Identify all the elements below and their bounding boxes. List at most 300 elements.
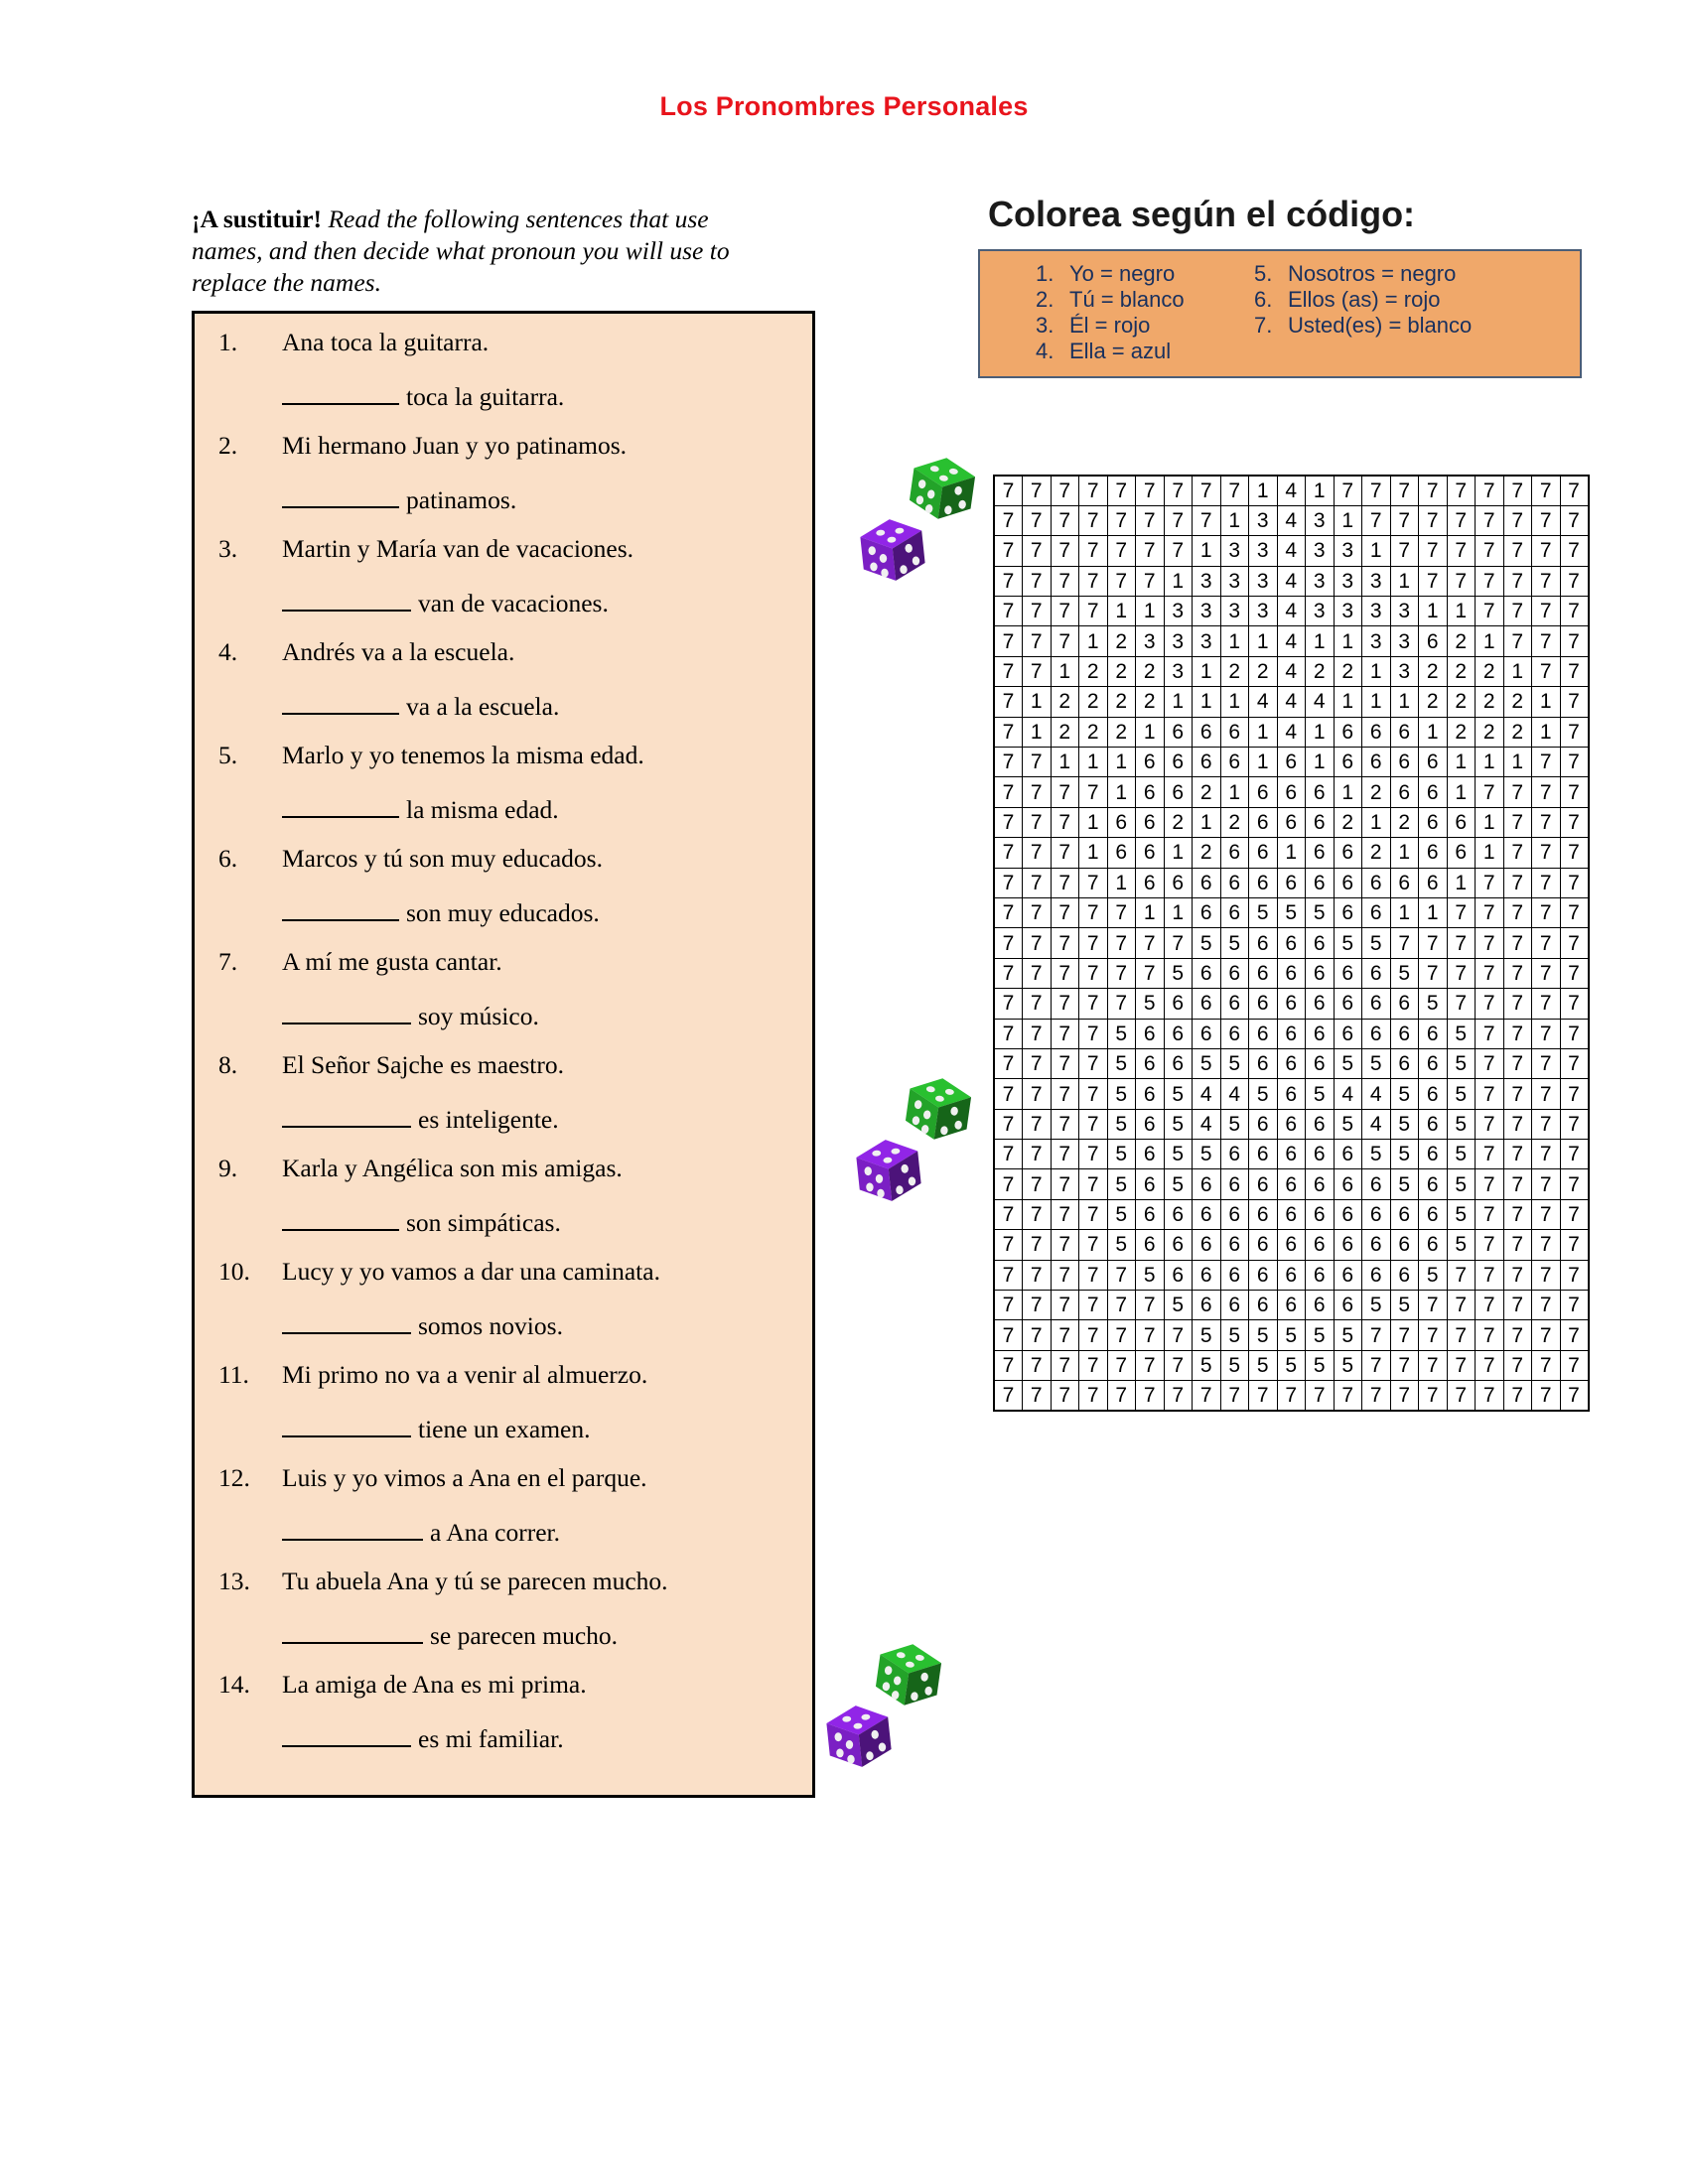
grid-cell[interactable]: 5 <box>1107 1140 1136 1169</box>
answer-blank-input[interactable] <box>282 484 399 508</box>
grid-cell[interactable]: 1 <box>1023 717 1052 747</box>
grid-cell[interactable]: 7 <box>1079 1019 1108 1048</box>
grid-cell[interactable]: 7 <box>994 1109 1023 1139</box>
grid-cell[interactable]: 7 <box>1560 597 1589 626</box>
grid-cell[interactable]: 5 <box>1164 1140 1193 1169</box>
grid-cell[interactable]: 7 <box>994 807 1023 837</box>
grid-cell[interactable]: 7 <box>1051 1260 1079 1290</box>
grid-cell[interactable]: 7 <box>1476 1381 1504 1411</box>
grid-cell[interactable]: 7 <box>1051 1169 1079 1199</box>
grid-cell[interactable]: 6 <box>1362 897 1391 927</box>
grid-cell[interactable]: 6 <box>1334 1140 1362 1169</box>
grid-cell[interactable]: 7 <box>1079 958 1108 988</box>
grid-cell[interactable]: 3 <box>1249 566 1278 596</box>
grid-cell[interactable]: 7 <box>1560 1320 1589 1350</box>
grid-cell[interactable]: 6 <box>1447 838 1476 868</box>
grid-cell[interactable]: 6 <box>1193 958 1221 988</box>
grid-cell[interactable]: 7 <box>1023 1350 1052 1380</box>
grid-cell[interactable]: 5 <box>1390 1291 1419 1320</box>
grid-cell[interactable]: 7 <box>1503 536 1532 566</box>
grid-cell[interactable]: 7 <box>1079 1109 1108 1139</box>
grid-cell[interactable]: 7 <box>1419 505 1448 535</box>
grid-cell[interactable]: 7 <box>994 1169 1023 1199</box>
grid-cell[interactable]: 6 <box>1277 1230 1306 1260</box>
grid-cell[interactable]: 7 <box>1503 868 1532 897</box>
grid-cell[interactable]: 6 <box>1249 1199 1278 1229</box>
grid-cell[interactable]: 7 <box>1560 897 1589 927</box>
grid-cell[interactable]: 7 <box>1107 989 1136 1019</box>
grid-cell[interactable]: 7 <box>1079 1291 1108 1320</box>
grid-cell[interactable]: 7 <box>1079 989 1108 1019</box>
grid-cell[interactable]: 2 <box>1107 717 1136 747</box>
grid-cell[interactable]: 7 <box>1560 476 1589 505</box>
grid-cell[interactable]: 5 <box>1362 1140 1391 1169</box>
grid-cell[interactable]: 7 <box>1051 505 1079 535</box>
grid-cell[interactable]: 7 <box>1051 838 1079 868</box>
grid-cell[interactable]: 7 <box>1051 597 1079 626</box>
grid-cell[interactable]: 4 <box>1277 476 1306 505</box>
answer-blank-input[interactable] <box>282 1207 399 1231</box>
grid-cell[interactable]: 2 <box>1390 807 1419 837</box>
grid-cell[interactable]: 5 <box>1164 1291 1193 1320</box>
grid-cell[interactable]: 6 <box>1136 777 1165 807</box>
grid-cell[interactable]: 6 <box>1220 958 1249 988</box>
answer-blank-input[interactable] <box>282 1517 423 1541</box>
grid-cell[interactable]: 6 <box>1306 958 1335 988</box>
grid-cell[interactable]: 6 <box>1334 1260 1362 1290</box>
grid-cell[interactable]: 6 <box>1447 807 1476 837</box>
grid-cell[interactable]: 7 <box>1079 1320 1108 1350</box>
grid-cell[interactable]: 7 <box>1023 1381 1052 1411</box>
grid-cell[interactable]: 1 <box>1390 897 1419 927</box>
grid-cell[interactable]: 6 <box>1306 1048 1335 1078</box>
grid-cell[interactable]: 7 <box>1476 1079 1504 1109</box>
grid-cell[interactable]: 2 <box>1107 626 1136 656</box>
grid-cell[interactable]: 5 <box>1447 1079 1476 1109</box>
grid-cell[interactable]: 7 <box>1532 1199 1561 1229</box>
grid-cell[interactable]: 6 <box>1193 868 1221 897</box>
grid-cell[interactable]: 7 <box>1503 838 1532 868</box>
grid-cell[interactable]: 1 <box>1334 626 1362 656</box>
grid-cell[interactable]: 5 <box>1334 1350 1362 1380</box>
grid-cell[interactable]: 7 <box>1532 777 1561 807</box>
grid-cell[interactable]: 6 <box>1164 1048 1193 1078</box>
grid-cell[interactable]: 7 <box>1136 476 1165 505</box>
grid-cell[interactable]: 2 <box>1107 656 1136 686</box>
grid-cell[interactable]: 7 <box>1136 536 1165 566</box>
grid-cell[interactable]: 2 <box>1476 687 1504 717</box>
grid-cell[interactable]: 6 <box>1277 1019 1306 1048</box>
grid-cell[interactable]: 5 <box>1220 1048 1249 1078</box>
grid-cell[interactable]: 1 <box>1164 897 1193 927</box>
grid-cell[interactable]: 6 <box>1306 777 1335 807</box>
grid-cell[interactable]: 1 <box>1193 687 1221 717</box>
grid-cell[interactable]: 5 <box>1249 1320 1278 1350</box>
grid-cell[interactable]: 7 <box>1051 777 1079 807</box>
grid-cell[interactable]: 7 <box>1079 1230 1108 1260</box>
grid-cell[interactable]: 4 <box>1277 536 1306 566</box>
grid-cell[interactable]: 6 <box>1419 1199 1448 1229</box>
grid-cell[interactable]: 7 <box>1136 1291 1165 1320</box>
grid-cell[interactable]: 2 <box>1164 807 1193 837</box>
grid-cell[interactable]: 7 <box>1079 1260 1108 1290</box>
grid-cell[interactable]: 2 <box>1136 656 1165 686</box>
grid-cell[interactable]: 7 <box>1503 1048 1532 1078</box>
grid-cell[interactable]: 7 <box>994 958 1023 988</box>
grid-cell[interactable]: 7 <box>1136 1350 1165 1380</box>
grid-cell[interactable]: 6 <box>1164 1230 1193 1260</box>
grid-cell[interactable]: 7 <box>1532 1230 1561 1260</box>
grid-cell[interactable]: 7 <box>1476 1019 1504 1048</box>
grid-cell[interactable]: 7 <box>1023 626 1052 656</box>
grid-cell[interactable]: 6 <box>1419 1079 1448 1109</box>
grid-cell[interactable]: 2 <box>1220 656 1249 686</box>
grid-cell[interactable]: 7 <box>1023 1291 1052 1320</box>
grid-cell[interactable]: 6 <box>1193 748 1221 777</box>
grid-cell[interactable]: 7 <box>1193 476 1221 505</box>
grid-cell[interactable]: 6 <box>1249 838 1278 868</box>
grid-cell[interactable]: 7 <box>1560 536 1589 566</box>
grid-cell[interactable]: 6 <box>1220 1230 1249 1260</box>
grid-cell[interactable]: 5 <box>1193 1320 1221 1350</box>
grid-cell[interactable]: 7 <box>1051 1381 1079 1411</box>
grid-cell[interactable]: 7 <box>1503 1019 1532 1048</box>
grid-cell[interactable]: 6 <box>1249 807 1278 837</box>
grid-cell[interactable]: 7 <box>1447 476 1476 505</box>
grid-cell[interactable]: 7 <box>1164 476 1193 505</box>
grid-cell[interactable]: 6 <box>1390 1260 1419 1290</box>
answer-blank-input[interactable] <box>282 1001 411 1024</box>
grid-cell[interactable]: 7 <box>1107 958 1136 988</box>
grid-cell[interactable]: 2 <box>1503 687 1532 717</box>
grid-cell[interactable]: 7 <box>1334 476 1362 505</box>
grid-cell[interactable]: 6 <box>1277 777 1306 807</box>
grid-cell[interactable]: 7 <box>994 1079 1023 1109</box>
grid-cell[interactable]: 7 <box>1390 476 1419 505</box>
answer-blank-input[interactable] <box>282 1414 411 1437</box>
grid-cell[interactable]: 5 <box>1107 1199 1136 1229</box>
grid-cell[interactable]: 7 <box>1051 958 1079 988</box>
grid-cell[interactable]: 6 <box>1277 1169 1306 1199</box>
grid-cell[interactable]: 7 <box>1560 1291 1589 1320</box>
grid-cell[interactable]: 7 <box>1079 1381 1108 1411</box>
grid-cell[interactable]: 6 <box>1220 717 1249 747</box>
grid-cell[interactable]: 3 <box>1362 626 1391 656</box>
grid-cell[interactable]: 7 <box>1532 1019 1561 1048</box>
grid-cell[interactable]: 7 <box>1560 1140 1589 1169</box>
grid-cell[interactable]: 7 <box>1532 748 1561 777</box>
grid-cell[interactable]: 7 <box>1503 807 1532 837</box>
grid-cell[interactable]: 6 <box>1362 1260 1391 1290</box>
grid-cell[interactable]: 1 <box>1532 687 1561 717</box>
grid-cell[interactable]: 1 <box>1390 566 1419 596</box>
grid-cell[interactable]: 6 <box>1136 1199 1165 1229</box>
grid-cell[interactable]: 3 <box>1306 597 1335 626</box>
grid-cell[interactable]: 5 <box>1362 1048 1391 1078</box>
grid-cell[interactable]: 1 <box>1164 566 1193 596</box>
grid-cell[interactable]: 1 <box>1193 656 1221 686</box>
grid-cell[interactable]: 2 <box>1306 656 1335 686</box>
grid-cell[interactable]: 4 <box>1277 717 1306 747</box>
grid-cell[interactable]: 7 <box>1107 1260 1136 1290</box>
grid-cell[interactable]: 5 <box>1164 1079 1193 1109</box>
grid-cell[interactable]: 7 <box>1023 1019 1052 1048</box>
grid-cell[interactable]: 1 <box>1107 597 1136 626</box>
grid-cell[interactable]: 6 <box>1136 868 1165 897</box>
grid-cell[interactable]: 7 <box>1447 897 1476 927</box>
grid-cell[interactable]: 6 <box>1390 717 1419 747</box>
grid-cell[interactable]: 2 <box>1079 717 1108 747</box>
grid-cell[interactable]: 1 <box>1503 656 1532 686</box>
grid-cell[interactable]: 7 <box>1164 1320 1193 1350</box>
grid-cell[interactable]: 7 <box>1023 838 1052 868</box>
grid-cell[interactable]: 2 <box>1503 717 1532 747</box>
grid-cell[interactable]: 6 <box>1277 807 1306 837</box>
grid-cell[interactable]: 7 <box>1532 505 1561 535</box>
grid-cell[interactable]: 7 <box>1447 928 1476 958</box>
grid-cell[interactable]: 6 <box>1362 1230 1391 1260</box>
grid-cell[interactable]: 7 <box>1476 777 1504 807</box>
grid-cell[interactable]: 5 <box>1164 1169 1193 1199</box>
grid-cell[interactable]: 7 <box>1107 928 1136 958</box>
grid-cell[interactable]: 6 <box>1419 626 1448 656</box>
grid-cell[interactable]: 7 <box>1051 1230 1079 1260</box>
grid-cell[interactable]: 6 <box>1193 717 1221 747</box>
grid-cell[interactable]: 4 <box>1306 687 1335 717</box>
grid-cell[interactable]: 7 <box>1560 687 1589 717</box>
grid-cell[interactable]: 7 <box>1560 717 1589 747</box>
grid-cell[interactable]: 1 <box>1419 717 1448 747</box>
grid-cell[interactable]: 1 <box>1362 536 1391 566</box>
grid-cell[interactable]: 2 <box>1447 656 1476 686</box>
grid-cell[interactable]: 6 <box>1334 1199 1362 1229</box>
grid-cell[interactable]: 7 <box>994 1199 1023 1229</box>
grid-cell[interactable]: 7 <box>1220 1381 1249 1411</box>
grid-cell[interactable]: 5 <box>1220 1320 1249 1350</box>
grid-cell[interactable]: 7 <box>1476 1169 1504 1199</box>
grid-cell[interactable]: 7 <box>1476 1199 1504 1229</box>
grid-cell[interactable]: 5 <box>1107 1079 1136 1109</box>
grid-cell[interactable]: 7 <box>1560 566 1589 596</box>
grid-cell[interactable]: 6 <box>1220 897 1249 927</box>
grid-cell[interactable]: 3 <box>1164 597 1193 626</box>
grid-cell[interactable]: 7 <box>1532 656 1561 686</box>
grid-cell[interactable]: 7 <box>1532 807 1561 837</box>
answer-blank-input[interactable] <box>282 1723 411 1747</box>
grid-cell[interactable]: 7 <box>1107 536 1136 566</box>
grid-cell[interactable]: 7 <box>1051 1048 1079 1078</box>
grid-cell[interactable]: 7 <box>1362 476 1391 505</box>
grid-cell[interactable]: 6 <box>1390 1048 1419 1078</box>
grid-cell[interactable]: 7 <box>1476 1048 1504 1078</box>
grid-cell[interactable]: 6 <box>1193 1291 1221 1320</box>
grid-cell[interactable]: 7 <box>1079 1199 1108 1229</box>
grid-cell[interactable]: 6 <box>1277 928 1306 958</box>
grid-cell[interactable]: 6 <box>1277 868 1306 897</box>
grid-cell[interactable]: 2 <box>1079 687 1108 717</box>
grid-cell[interactable]: 5 <box>1447 1140 1476 1169</box>
grid-cell[interactable]: 4 <box>1277 656 1306 686</box>
grid-cell[interactable]: 5 <box>1249 897 1278 927</box>
grid-cell[interactable]: 7 <box>1447 1320 1476 1350</box>
grid-cell[interactable]: 1 <box>1079 626 1108 656</box>
grid-cell[interactable]: 7 <box>994 989 1023 1019</box>
grid-cell[interactable]: 1 <box>1334 777 1362 807</box>
grid-cell[interactable]: 2 <box>1193 777 1221 807</box>
grid-cell[interactable]: 5 <box>1419 1260 1448 1290</box>
grid-cell[interactable]: 6 <box>1334 958 1362 988</box>
grid-cell[interactable]: 5 <box>1164 1109 1193 1139</box>
grid-cell[interactable]: 5 <box>1334 1109 1362 1139</box>
grid-cell[interactable]: 2 <box>1334 807 1362 837</box>
grid-cell[interactable]: 3 <box>1390 597 1419 626</box>
grid-cell[interactable]: 3 <box>1306 566 1335 596</box>
grid-cell[interactable]: 1 <box>1107 777 1136 807</box>
grid-cell[interactable]: 1 <box>1447 597 1476 626</box>
grid-cell[interactable]: 6 <box>1249 928 1278 958</box>
grid-cell[interactable]: 3 <box>1136 626 1165 656</box>
grid-cell[interactable]: 1 <box>1079 807 1108 837</box>
grid-cell[interactable]: 6 <box>1136 838 1165 868</box>
grid-cell[interactable]: 7 <box>1476 989 1504 1019</box>
grid-cell[interactable]: 6 <box>1334 1019 1362 1048</box>
grid-cell[interactable]: 6 <box>1306 1109 1335 1139</box>
grid-cell[interactable]: 6 <box>1220 1260 1249 1290</box>
grid-cell[interactable]: 2 <box>1051 687 1079 717</box>
grid-cell[interactable]: 5 <box>1107 1230 1136 1260</box>
grid-cell[interactable]: 6 <box>1107 807 1136 837</box>
grid-cell[interactable]: 5 <box>1306 897 1335 927</box>
grid-cell[interactable]: 3 <box>1362 597 1391 626</box>
grid-cell[interactable]: 5 <box>1277 897 1306 927</box>
grid-cell[interactable]: 7 <box>1079 1079 1108 1109</box>
grid-cell[interactable]: 7 <box>994 928 1023 958</box>
grid-cell[interactable]: 7 <box>1164 536 1193 566</box>
grid-cell[interactable]: 2 <box>1447 687 1476 717</box>
grid-cell[interactable]: 1 <box>1193 536 1221 566</box>
grid-cell[interactable]: 7 <box>1560 656 1589 686</box>
grid-cell[interactable]: 7 <box>1532 1169 1561 1199</box>
grid-cell[interactable]: 7 <box>1023 1140 1052 1169</box>
grid-cell[interactable]: 6 <box>1419 748 1448 777</box>
grid-cell[interactable]: 5 <box>1277 1350 1306 1380</box>
grid-cell[interactable]: 1 <box>1447 868 1476 897</box>
grid-cell[interactable]: 7 <box>1107 505 1136 535</box>
grid-cell[interactable]: 6 <box>1193 1019 1221 1048</box>
grid-cell[interactable]: 6 <box>1193 989 1221 1019</box>
grid-cell[interactable]: 6 <box>1419 807 1448 837</box>
grid-cell[interactable]: 7 <box>994 505 1023 535</box>
grid-cell[interactable]: 1 <box>1249 748 1278 777</box>
grid-cell[interactable]: 5 <box>1447 1048 1476 1078</box>
grid-cell[interactable]: 7 <box>994 748 1023 777</box>
grid-cell[interactable]: 5 <box>1220 1350 1249 1380</box>
grid-cell[interactable]: 1 <box>1164 687 1193 717</box>
grid-cell[interactable]: 5 <box>1306 1350 1335 1380</box>
grid-cell[interactable]: 7 <box>1023 1230 1052 1260</box>
grid-cell[interactable]: 7 <box>1079 597 1108 626</box>
grid-cell[interactable]: 7 <box>1023 476 1052 505</box>
grid-cell[interactable]: 7 <box>1560 868 1589 897</box>
grid-cell[interactable]: 4 <box>1193 1079 1221 1109</box>
grid-cell[interactable]: 7 <box>1023 1048 1052 1078</box>
grid-cell[interactable]: 6 <box>1249 1048 1278 1078</box>
grid-cell[interactable]: 6 <box>1164 1019 1193 1048</box>
grid-cell[interactable]: 6 <box>1164 1199 1193 1229</box>
grid-cell[interactable]: 2 <box>1249 656 1278 686</box>
grid-cell[interactable]: 5 <box>1447 1019 1476 1048</box>
grid-cell[interactable]: 6 <box>1136 1109 1165 1139</box>
grid-cell[interactable]: 3 <box>1249 505 1278 535</box>
grid-cell[interactable]: 7 <box>1560 1169 1589 1199</box>
grid-cell[interactable]: 3 <box>1220 597 1249 626</box>
grid-cell[interactable]: 7 <box>1503 476 1532 505</box>
grid-cell[interactable]: 7 <box>1136 566 1165 596</box>
grid-cell[interactable]: 6 <box>1334 989 1362 1019</box>
grid-cell[interactable]: 7 <box>1136 1320 1165 1350</box>
grid-cell[interactable]: 7 <box>1023 807 1052 837</box>
grid-cell[interactable]: 7 <box>1476 1350 1504 1380</box>
grid-cell[interactable]: 1 <box>1249 626 1278 656</box>
grid-cell[interactable]: 6 <box>1306 1140 1335 1169</box>
grid-cell[interactable]: 5 <box>1447 1199 1476 1229</box>
grid-cell[interactable]: 1 <box>1306 717 1335 747</box>
grid-cell[interactable]: 2 <box>1107 687 1136 717</box>
grid-cell[interactable]: 7 <box>1476 868 1504 897</box>
grid-cell[interactable]: 7 <box>1476 597 1504 626</box>
grid-cell[interactable]: 6 <box>1193 1199 1221 1229</box>
grid-cell[interactable]: 6 <box>1362 868 1391 897</box>
grid-cell[interactable]: 7 <box>1334 1381 1362 1411</box>
grid-cell[interactable]: 7 <box>1164 928 1193 958</box>
grid-cell[interactable]: 7 <box>1107 897 1136 927</box>
grid-cell[interactable]: 7 <box>1023 1109 1052 1139</box>
grid-cell[interactable]: 6 <box>1164 989 1193 1019</box>
grid-cell[interactable]: 3 <box>1164 626 1193 656</box>
grid-cell[interactable]: 6 <box>1136 1230 1165 1260</box>
grid-cell[interactable]: 6 <box>1164 777 1193 807</box>
grid-cell[interactable]: 6 <box>1306 1199 1335 1229</box>
grid-cell[interactable]: 6 <box>1220 1140 1249 1169</box>
grid-cell[interactable]: 5 <box>1334 1320 1362 1350</box>
grid-cell[interactable]: 1 <box>1136 897 1165 927</box>
grid-cell[interactable]: 6 <box>1136 748 1165 777</box>
grid-cell[interactable]: 7 <box>1079 897 1108 927</box>
grid-cell[interactable]: 5 <box>1390 1169 1419 1199</box>
grid-cell[interactable]: 7 <box>1107 1350 1136 1380</box>
grid-cell[interactable]: 6 <box>1164 868 1193 897</box>
grid-cell[interactable]: 7 <box>1306 1381 1335 1411</box>
grid-cell[interactable]: 7 <box>1532 838 1561 868</box>
grid-cell[interactable]: 7 <box>994 897 1023 927</box>
grid-cell[interactable]: 6 <box>1277 989 1306 1019</box>
grid-cell[interactable]: 7 <box>1532 897 1561 927</box>
grid-cell[interactable]: 7 <box>994 717 1023 747</box>
grid-cell[interactable]: 7 <box>1560 1381 1589 1411</box>
grid-cell[interactable]: 1 <box>1107 868 1136 897</box>
grid-cell[interactable]: 4 <box>1193 1109 1221 1139</box>
grid-cell[interactable]: 6 <box>1220 838 1249 868</box>
grid-cell[interactable]: 5 <box>1390 1079 1419 1109</box>
grid-cell[interactable]: 6 <box>1419 1019 1448 1048</box>
answer-blank-input[interactable] <box>282 588 411 612</box>
grid-cell[interactable]: 6 <box>1419 1140 1448 1169</box>
grid-cell[interactable]: 7 <box>1503 1291 1532 1320</box>
grid-cell[interactable]: 4 <box>1334 1079 1362 1109</box>
grid-cell[interactable]: 7 <box>994 597 1023 626</box>
grid-cell[interactable]: 6 <box>1306 928 1335 958</box>
grid-cell[interactable]: 7 <box>1532 1109 1561 1139</box>
